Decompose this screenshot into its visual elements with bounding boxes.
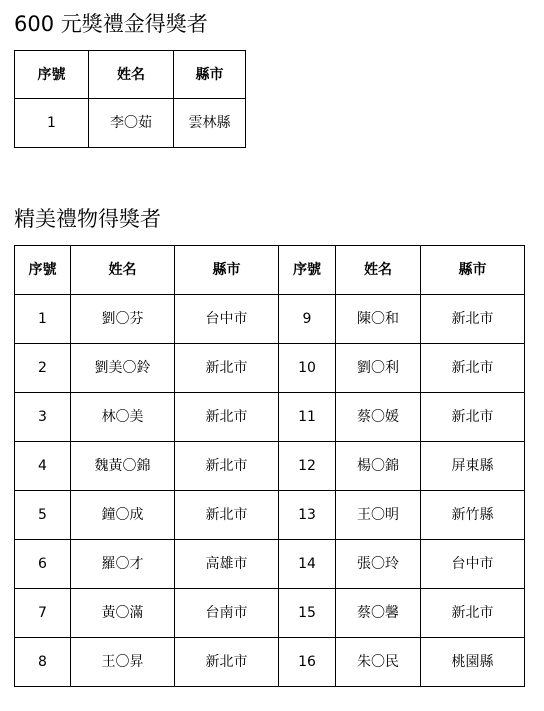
cell-serial: 6 (15, 540, 71, 589)
cell-serial: 4 (15, 442, 71, 491)
table-row (15, 393, 525, 442)
cell-county: 新北市 (421, 295, 525, 344)
cell-county: 雲林縣 (174, 99, 246, 148)
gift-winners-table (14, 245, 525, 687)
cell-county: 新北市 (175, 442, 279, 491)
cash-prize-winners-title: 600 元獎禮金得獎者 (14, 12, 208, 36)
cell-county: 屏東縣 (421, 442, 525, 491)
header-county: 縣市 (175, 246, 279, 295)
cell-county: 新竹縣 (421, 491, 525, 540)
cell-county: 新北市 (421, 589, 525, 638)
header-name: 姓名 (71, 246, 175, 295)
cell-serial: 5 (15, 491, 71, 540)
cell-county: 台中市 (175, 295, 279, 344)
cell-county: 台南市 (175, 589, 279, 638)
cell-serial: 15 (279, 589, 336, 638)
cell-serial: 13 (279, 491, 336, 540)
cell-name: 蔡〇馨 (336, 589, 421, 638)
cell-name: 鐘〇成 (71, 491, 175, 540)
table-row (15, 442, 525, 491)
cash-prize-winners-table (14, 50, 246, 148)
header-name: 姓名 (336, 246, 421, 295)
cell-name: 林〇美 (71, 393, 175, 442)
cell-name: 王〇明 (336, 491, 421, 540)
table-header-row (15, 246, 525, 295)
cell-serial: 12 (279, 442, 336, 491)
cell-serial: 7 (15, 589, 71, 638)
cell-county: 台中市 (421, 540, 525, 589)
header-name: 姓名 (89, 51, 174, 99)
cell-name: 劉〇芬 (71, 295, 175, 344)
cell-name: 劉美〇鈴 (71, 344, 175, 393)
cell-county: 新北市 (421, 344, 525, 393)
table-row (15, 344, 525, 393)
table-header-row (15, 51, 246, 99)
cell-name: 蔡〇媛 (336, 393, 421, 442)
table-row (15, 295, 525, 344)
cell-serial: 3 (15, 393, 71, 442)
cell-county: 新北市 (175, 638, 279, 687)
cell-serial: 9 (279, 295, 336, 344)
cell-serial: 8 (15, 638, 71, 687)
cell-serial: 10 (279, 344, 336, 393)
table-row (15, 638, 525, 687)
header-serial: 序號 (279, 246, 336, 295)
cell-serial: 14 (279, 540, 336, 589)
table-row (15, 540, 525, 589)
gift-winners-title: 精美禮物得獎者 (14, 207, 161, 231)
cell-name: 魏黃〇錦 (71, 442, 175, 491)
cell-name: 王〇昇 (71, 638, 175, 687)
header-serial: 序號 (15, 246, 71, 295)
table-row (15, 99, 246, 148)
cell-county: 新北市 (175, 393, 279, 442)
cell-county: 新北市 (175, 344, 279, 393)
header-serial: 序號 (15, 51, 89, 99)
cell-name: 黃〇滿 (71, 589, 175, 638)
cell-county: 高雄市 (175, 540, 279, 589)
cell-name: 羅〇才 (71, 540, 175, 589)
cell-serial: 11 (279, 393, 336, 442)
cell-name: 楊〇錦 (336, 442, 421, 491)
cell-serial: 16 (279, 638, 336, 687)
cell-county: 桃園縣 (421, 638, 525, 687)
cell-name: 李〇茹 (89, 99, 174, 148)
cell-name: 張〇玲 (336, 540, 421, 589)
cell-name: 朱〇民 (336, 638, 421, 687)
cell-serial: 1 (15, 295, 71, 344)
header-county: 縣市 (421, 246, 525, 295)
table-row (15, 589, 525, 638)
header-county: 縣市 (174, 51, 246, 99)
cell-serial: 2 (15, 344, 71, 393)
cell-name: 劉〇利 (336, 344, 421, 393)
cell-serial: 1 (15, 99, 89, 148)
cell-county: 新北市 (421, 393, 525, 442)
cell-name: 陳〇和 (336, 295, 421, 344)
cell-county: 新北市 (175, 491, 279, 540)
table-row (15, 491, 525, 540)
